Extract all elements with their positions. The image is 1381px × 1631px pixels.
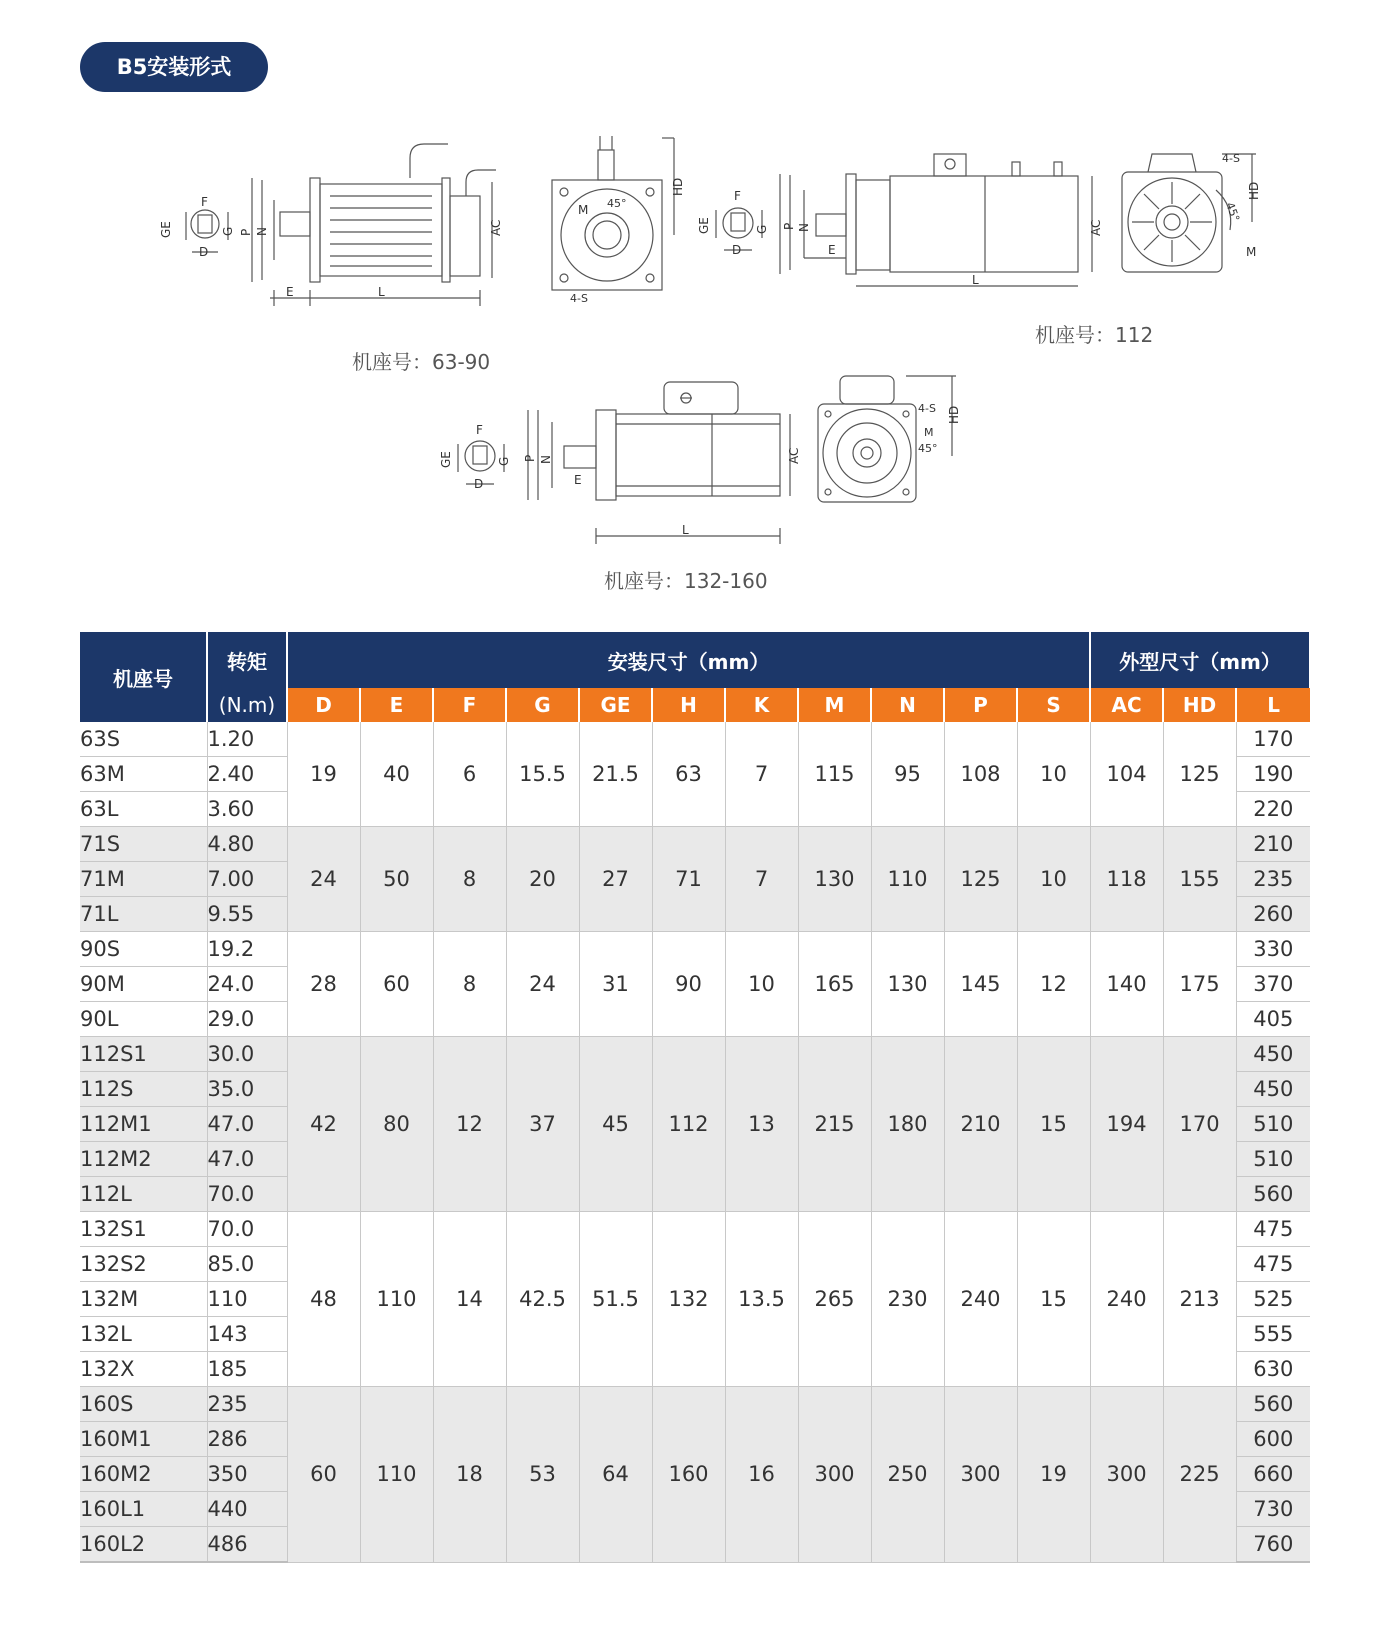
cell-ac: 240 [1090,1212,1163,1387]
cell-l: 210 [1236,827,1310,862]
cell-model: 160M2 [80,1457,207,1492]
label-ge: GE [159,221,173,238]
cell-torque: 3.60 [207,792,287,827]
cell-torque: 185 [207,1352,287,1387]
cell-hd: 213 [1163,1212,1236,1387]
cell-f: 12 [433,1037,506,1212]
cell-k: 7 [725,827,798,932]
cell-torque: 29.0 [207,1002,287,1037]
cell-ac: 118 [1090,827,1163,932]
label-f: F [734,189,741,203]
cell-s: 10 [1017,722,1090,827]
cell-e: 110 [360,1387,433,1563]
header-col-s: S [1017,688,1090,722]
header-col-e: E [360,688,433,722]
cell-m: 115 [798,722,871,827]
label-ac: AC [489,219,503,236]
cell-l: 220 [1236,792,1310,827]
caption-frame-112: 机座号：112 [1035,323,1154,347]
motor-side-view-2 [780,154,1092,286]
dimension-drawings [0,0,1381,600]
cell-ac: 194 [1090,1037,1163,1212]
cell-g: 37 [506,1037,579,1212]
cell-model: 63M [80,757,207,792]
cell-model: 132S1 [80,1212,207,1247]
cell-torque: 350 [207,1457,287,1492]
motor-front-view-1 [552,136,674,290]
cell-torque: 47.0 [207,1107,287,1142]
cell-l: 260 [1236,897,1310,932]
cell-ge: 64 [579,1387,652,1563]
header-col-m: M [798,688,871,722]
header-mounting-dimensions: 安装尺寸（mm） [287,632,1090,688]
label-g: G [221,226,235,236]
label-l: L [972,273,979,287]
cell-f: 14 [433,1212,506,1387]
cell-g: 42.5 [506,1212,579,1387]
label-45deg: 45° [918,442,938,455]
label-n: N [797,223,811,232]
cell-f: 8 [433,932,506,1037]
cell-e: 40 [360,722,433,827]
cell-g: 53 [506,1387,579,1563]
cell-k: 10 [725,932,798,1037]
cell-model: 160L2 [80,1527,207,1563]
motor-side-view-3 [528,382,790,544]
cell-g: 15.5 [506,722,579,827]
cell-l: 555 [1236,1317,1310,1352]
cell-model: 112M2 [80,1142,207,1177]
cell-torque: 70.0 [207,1212,287,1247]
cell-ac: 104 [1090,722,1163,827]
label-g: G [497,456,511,466]
label-n: N [255,227,269,236]
label-m: M [924,426,934,439]
header-col-p: P [944,688,1017,722]
label-hd: HD [671,177,685,196]
cell-l: 450 [1236,1037,1310,1072]
cell-torque: 19.2 [207,932,287,967]
cell-l: 475 [1236,1212,1310,1247]
cell-s: 15 [1017,1037,1090,1212]
caption-frame-132-160: 机座号：132-160 [604,569,768,593]
cell-s: 19 [1017,1387,1090,1563]
header-col-ac: AC [1090,688,1163,722]
label-ge: GE [697,217,711,234]
cell-k: 16 [725,1387,798,1563]
header-col-ge: GE [579,688,652,722]
cell-n: 95 [871,722,944,827]
label-hd: HD [1247,181,1261,200]
cell-torque: 35.0 [207,1072,287,1107]
cell-h: 71 [652,827,725,932]
cell-ge: 27 [579,827,652,932]
drawing-frame-132-160 [439,376,961,544]
cell-torque: 30.0 [207,1037,287,1072]
cell-e: 60 [360,932,433,1037]
label-l: L [682,523,689,537]
label-4s: 4-S [570,292,588,305]
cell-torque: 2.40 [207,757,287,792]
cell-l: 525 [1236,1282,1310,1317]
label-hd: HD [947,405,961,424]
label-d: D [732,243,742,257]
cell-l: 660 [1236,1457,1310,1492]
table-body [80,722,1310,1562]
cell-model: 71M [80,862,207,897]
cell-torque: 24.0 [207,967,287,1002]
cell-l: 760 [1236,1527,1310,1563]
cell-e: 80 [360,1037,433,1212]
cell-torque: 9.55 [207,897,287,932]
header-col-l: L [1236,688,1310,722]
table-row [80,722,1310,757]
cell-torque: 143 [207,1317,287,1352]
cell-l: 450 [1236,1072,1310,1107]
label-d: D [199,245,209,259]
cell-l: 330 [1236,932,1310,967]
cell-e: 50 [360,827,433,932]
cell-torque: 110 [207,1282,287,1317]
label-45deg: 45° [1223,200,1243,224]
cell-ge: 45 [579,1037,652,1212]
cell-g: 20 [506,827,579,932]
cell-s: 15 [1017,1212,1090,1387]
table-row [80,932,1310,967]
label-l: L [378,285,385,299]
cell-ge: 21.5 [579,722,652,827]
cell-model: 132L [80,1317,207,1352]
cell-torque: 4.80 [207,827,287,862]
cell-d: 19 [287,722,360,827]
cell-h: 160 [652,1387,725,1563]
cell-model: 112S [80,1072,207,1107]
label-d: D [474,477,484,491]
label-m: M [578,203,589,217]
cell-k: 7 [725,722,798,827]
cell-l: 510 [1236,1142,1310,1177]
cell-n: 130 [871,932,944,1037]
cell-torque: 440 [207,1492,287,1527]
cell-m: 215 [798,1037,871,1212]
cell-hd: 225 [1163,1387,1236,1563]
cell-p: 240 [944,1212,1017,1387]
cell-model: 160L1 [80,1492,207,1527]
label-ge: GE [439,451,453,468]
label-e: E [574,473,582,487]
cell-n: 230 [871,1212,944,1387]
cell-l: 170 [1236,722,1310,757]
caption-frame-63-90: 机座号：63-90 [352,350,491,374]
cell-d: 48 [287,1212,360,1387]
label-ac: AC [1089,219,1103,236]
cell-l: 630 [1236,1352,1310,1387]
cell-p: 125 [944,827,1017,932]
label-p: P [239,228,253,236]
cell-hd: 175 [1163,932,1236,1037]
cell-l: 560 [1236,1177,1310,1212]
header-col-f: F [433,688,506,722]
cell-f: 18 [433,1387,506,1563]
cell-m: 165 [798,932,871,1037]
cell-l: 730 [1236,1492,1310,1527]
cell-m: 300 [798,1387,871,1563]
label-m: M [1246,245,1257,259]
label-4s: 4-S [1222,152,1240,165]
motor-front-view-3 [818,376,956,502]
cell-m: 130 [798,827,871,932]
cell-d: 60 [287,1387,360,1563]
cell-torque: 486 [207,1527,287,1563]
cell-h: 112 [652,1037,725,1212]
table-row [80,1037,1310,1072]
cell-model: 132X [80,1352,207,1387]
label-ac: AC [787,447,801,464]
header-col-h: H [652,688,725,722]
cell-d: 24 [287,827,360,932]
header-col-d: D [287,688,360,722]
cell-torque: 7.00 [207,862,287,897]
cell-hd: 170 [1163,1037,1236,1212]
cell-torque: 1.20 [207,722,287,757]
cell-model: 112S1 [80,1037,207,1072]
label-f: F [201,195,208,209]
label-4s: 4-S [918,402,936,415]
cell-ge: 31 [579,932,652,1037]
cell-k: 13 [725,1037,798,1212]
cell-l: 600 [1236,1422,1310,1457]
header-torque-unit: (N.m) [207,688,287,722]
cell-n: 250 [871,1387,944,1563]
header-col-n: N [871,688,944,722]
cell-torque: 47.0 [207,1142,287,1177]
label-e: E [286,285,294,299]
cell-torque: 85.0 [207,1247,287,1282]
header-torque: 转矩 [207,632,287,688]
cell-ge: 51.5 [579,1212,652,1387]
cell-l: 190 [1236,757,1310,792]
cell-l: 475 [1236,1247,1310,1282]
cell-m: 265 [798,1212,871,1387]
cell-d: 28 [287,932,360,1037]
header-frame: 机座号 [80,632,207,722]
cell-n: 180 [871,1037,944,1212]
cell-model: 90S [80,932,207,967]
cell-f: 8 [433,827,506,932]
label-p: P [782,222,796,230]
header-col-k: K [725,688,798,722]
label-e: E [828,243,836,257]
header-outline-dimensions: 外型尺寸（mm） [1090,632,1310,688]
cell-l: 235 [1236,862,1310,897]
cell-f: 6 [433,722,506,827]
drawing-frame-63-90 [159,136,685,306]
cell-hd: 155 [1163,827,1236,932]
cell-model: 160M1 [80,1422,207,1457]
cell-l: 405 [1236,1002,1310,1037]
cell-h: 90 [652,932,725,1037]
cell-model: 71L [80,897,207,932]
header-col-g: G [506,688,579,722]
header-col-hd: HD [1163,688,1236,722]
cell-model: 132S2 [80,1247,207,1282]
cell-n: 110 [871,827,944,932]
cell-model: 160S [80,1387,207,1422]
cell-ac: 300 [1090,1387,1163,1563]
cell-s: 12 [1017,932,1090,1037]
cell-h: 63 [652,722,725,827]
cell-p: 210 [944,1037,1017,1212]
cell-g: 24 [506,932,579,1037]
cell-h: 132 [652,1212,725,1387]
motor-side-view-1 [252,144,496,306]
cell-d: 42 [287,1037,360,1212]
cell-l: 510 [1236,1107,1310,1142]
cell-model: 112L [80,1177,207,1212]
table-row [80,1387,1310,1422]
label-g: G [755,224,769,234]
cell-p: 108 [944,722,1017,827]
dimension-table [80,632,1311,1563]
cell-torque: 70.0 [207,1177,287,1212]
cell-l: 370 [1236,967,1310,1002]
table-row [80,827,1310,862]
cell-model: 63S [80,722,207,757]
cell-torque: 235 [207,1387,287,1422]
cell-model: 90M [80,967,207,1002]
label-45deg: 45° [607,197,627,210]
drawing-frame-112 [697,152,1261,287]
cell-model: 71S [80,827,207,862]
cell-model: 112M1 [80,1107,207,1142]
section-title: B5安装形式 [116,55,232,79]
cell-model: 132M [80,1282,207,1317]
cell-l: 560 [1236,1387,1310,1422]
label-p: P [523,454,537,462]
cell-hd: 125 [1163,722,1236,827]
label-n: N [539,455,553,464]
cell-ac: 140 [1090,932,1163,1037]
cell-model: 90L [80,1002,207,1037]
cell-p: 300 [944,1387,1017,1563]
cell-k: 13.5 [725,1212,798,1387]
cell-model: 63L [80,792,207,827]
cell-p: 145 [944,932,1017,1037]
label-f: F [476,423,483,437]
cell-torque: 286 [207,1422,287,1457]
cell-s: 10 [1017,827,1090,932]
table-row [80,1212,1310,1247]
cell-e: 110 [360,1212,433,1387]
